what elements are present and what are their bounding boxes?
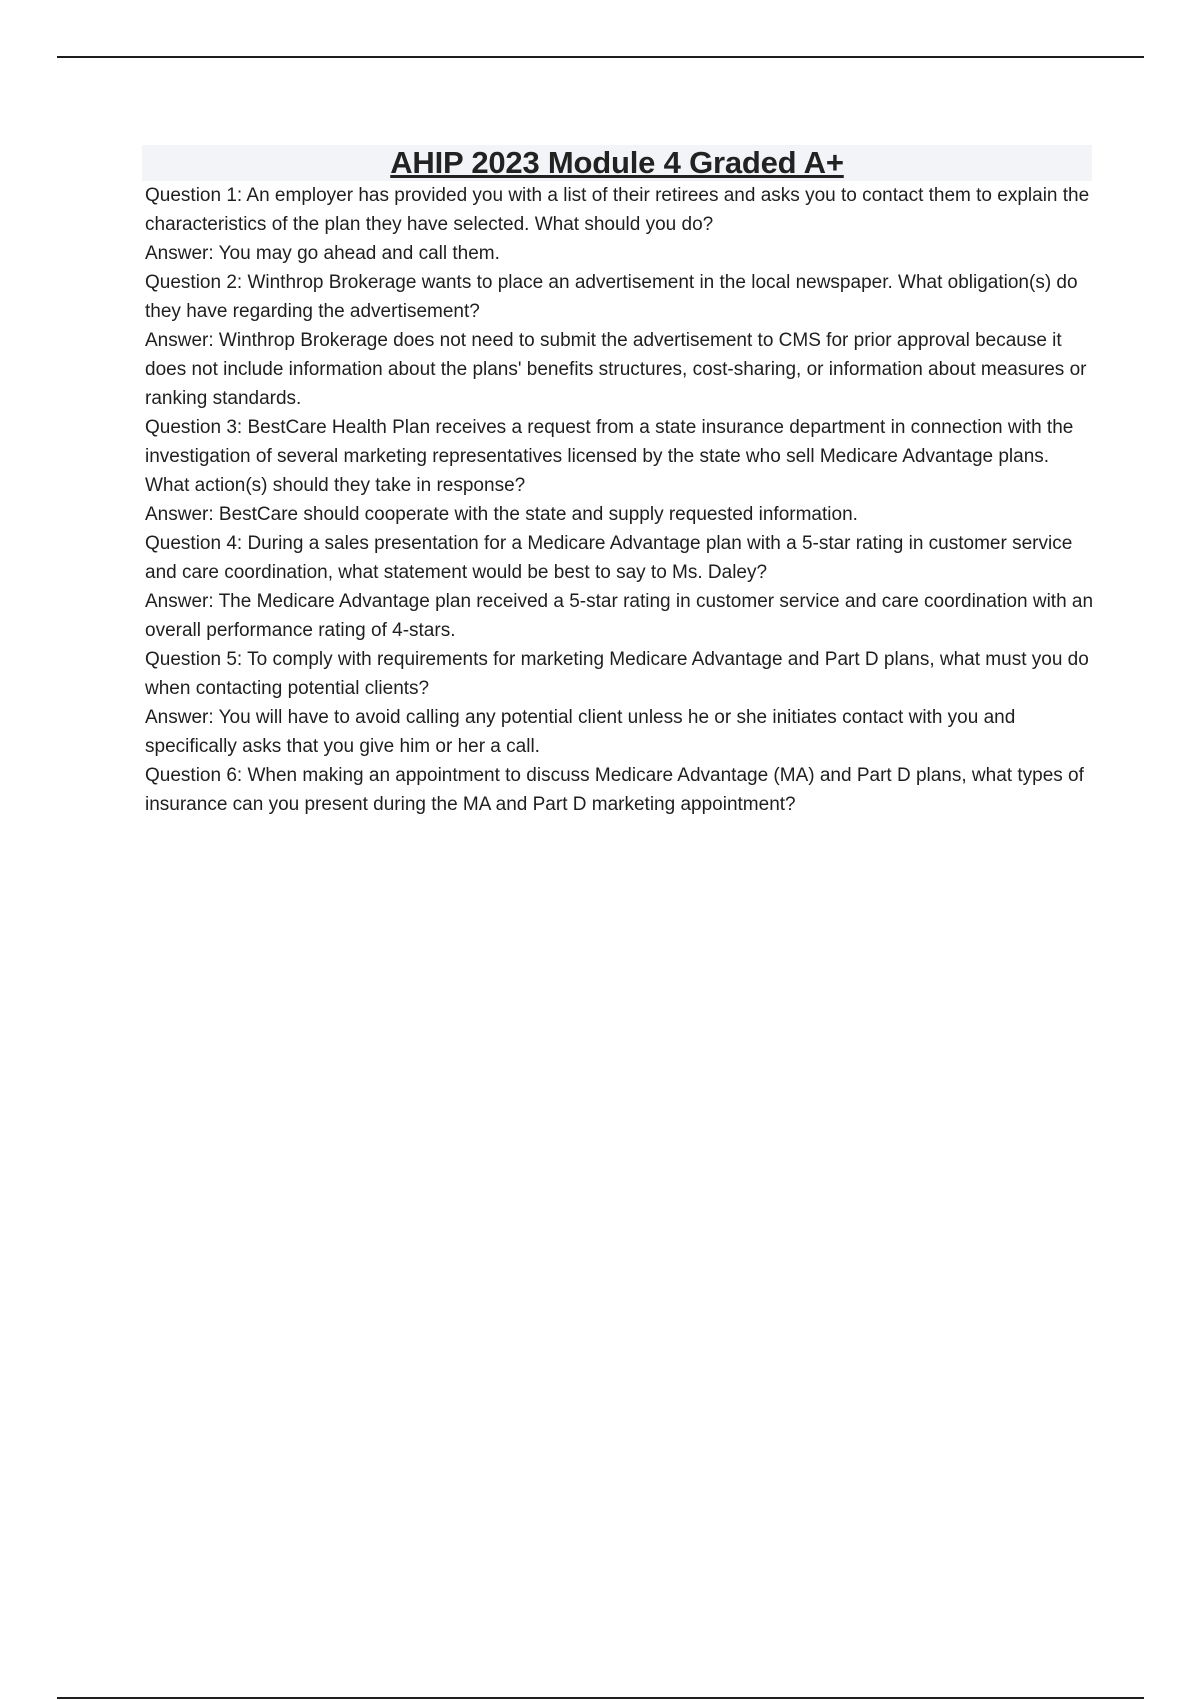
- answer-5: Answer: You will have to avoid calling any potential client unless he or she initiates contact with you and specifically asks that you give him or her a call.: [145, 707, 1016, 757]
- footer-rule: [57, 1697, 1144, 1699]
- document-body: [145, 145, 1095, 819]
- answer-3: Answer: BestCare should cooperate with the state and supply requested information.: [145, 504, 858, 525]
- question-1: Question 1: An employer has provided you with a list of their retirees and asks you to contact them to explain the characteristics of the plan they have selected. What should you do?: [145, 185, 1090, 235]
- question-2: Question 2: Winthrop Brokerage wants to place an advertisement in the local newspaper. What obligation(s) do they have regarding the advertisement?: [145, 272, 1078, 322]
- document-title: AHIP 2023 Module 4 Graded A+: [390, 145, 844, 180]
- answer-2: Answer: Winthrop Brokerage does not need to submit the advertisement to CMS for prior approval because it does not include information about the plans' benefits structures, cost-sharing, or information about measures or ranking standards.: [145, 330, 1087, 409]
- header-rule: [57, 56, 1144, 58]
- title-bar: [142, 145, 1092, 181]
- question-4: Question 4: During a sales presentation for a Medicare Advantage plan with a 5-star rating in customer service and care coordination, what statement would be best to say to Ms. Daley?: [145, 533, 1073, 583]
- answer-4: Answer: The Medicare Advantage plan received a 5-star rating in customer service and care coordination with an overall performance rating of 4-stars.: [145, 591, 1094, 641]
- qa-list: [145, 181, 1095, 819]
- question-3: Question 3: BestCare Health Plan receives a request from a state insurance department in connection with the investigation of several marketing representatives licensed by the state who sell Medicare Advantage plans. What action(s) should they take in response?: [145, 417, 1074, 496]
- answer-1: Answer: You may go ahead and call them.: [145, 243, 500, 264]
- question-6: Question 6: When making an appointment to discuss Medicare Advantage (MA) and Part D plans, what types of insurance can you present during the MA and Part D marketing appointment?: [145, 765, 1084, 815]
- question-5: Question 5: To comply with requirements for marketing Medicare Advantage and Part D plans, what must you do when contacting potential clients?: [145, 649, 1089, 699]
